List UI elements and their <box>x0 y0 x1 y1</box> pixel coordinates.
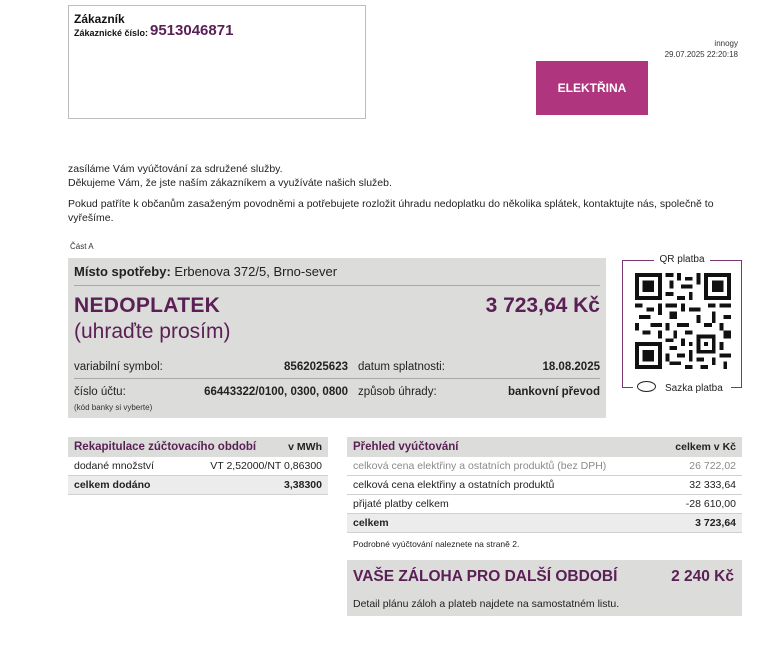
customer-title: Zákazník <box>74 12 125 26</box>
overview-note: Podrobné vyúčtování naleznete na straně 2. <box>353 539 520 549</box>
variable-symbol-label: variabilní symbol: <box>74 361 163 373</box>
table-row <box>347 514 742 533</box>
overview-table <box>347 437 742 549</box>
balance-subtitle: (uhraďte prosím) <box>74 320 231 343</box>
due-date-value: 18.08.2025 <box>542 361 600 373</box>
consumption-place <box>74 264 337 279</box>
overview-row-value: -28 610,00 <box>685 498 736 510</box>
variable-symbol-value: 8562025623 <box>284 361 348 373</box>
qr-code <box>635 273 731 369</box>
sazka-icon <box>637 381 656 392</box>
due-date-label: datum splatnosti: <box>358 361 445 373</box>
advance-amount: 2 240 Kč <box>671 568 734 585</box>
recap-unit: v MWh <box>288 441 322 453</box>
account-value: 66443322/0100, 0300, 0800 <box>204 386 348 398</box>
overview-unit: celkem v Kč <box>675 441 736 453</box>
panel-divider <box>74 378 600 379</box>
recap-title: Rekapitulace zúčtovacího období <box>74 441 257 453</box>
overview-row-value: 3 723,64 <box>695 517 736 529</box>
account-note: (kód banky si vyberte) <box>74 403 153 412</box>
electricity-button[interactable]: ELEKTŘINA <box>536 61 648 115</box>
advance-note: Detail plánu záloh a plateb najdete na samostatném listu. <box>353 598 620 610</box>
supplier-name: innogy <box>714 39 738 48</box>
payment-method-label: způsob úhrady: <box>358 386 437 398</box>
customer-number: 9513046871 <box>150 22 234 39</box>
balance-title: NEDOPLATEK <box>74 294 221 317</box>
qr-payment-box <box>622 254 742 394</box>
intro-line-2: Děkujeme Vám, že jste naším zákazníkem a využíváte našich služeb. <box>68 177 392 189</box>
recap-row-value: 3,38300 <box>284 479 322 491</box>
overview-row-value: 32 333,64 <box>689 479 736 491</box>
overview-row-label: celkem <box>353 517 389 529</box>
recap-header <box>68 437 328 457</box>
overview-header <box>347 437 742 457</box>
table-row <box>347 495 742 514</box>
recap-table <box>68 437 328 495</box>
supplier-info <box>665 38 738 60</box>
qr-footer: Sazka platba <box>661 383 727 394</box>
table-row <box>68 457 328 476</box>
table-row <box>347 457 742 476</box>
advance-box <box>347 560 742 616</box>
overview-row-label: celková cena elektřiny a ostatních produktů <box>353 479 555 491</box>
customer-number-label: Zákaznické číslo: <box>74 28 149 38</box>
customer-box <box>68 5 366 119</box>
recap-row-label: celkem dodáno <box>74 479 151 491</box>
overview-row-value: 26 722,02 <box>689 460 736 472</box>
intro-line-1: zasíláme Vám vyúčtování za sdružené služby. <box>68 163 283 175</box>
advance-title: VAŠE ZÁLOHA PRO DALŠÍ OBDOBÍ <box>353 568 618 585</box>
balance-panel <box>68 258 606 418</box>
intro-text <box>68 162 748 225</box>
panel-divider <box>74 285 600 286</box>
consumption-place-address: Erbenova 372/5, Brno-sever <box>174 264 338 279</box>
print-datetime: 29.07.2025 22:20:18 <box>664 50 738 59</box>
recap-row-value: VT 2,52000/NT 0,86300 <box>210 460 322 472</box>
recap-row-label: dodané množství <box>74 460 154 472</box>
overview-title: Přehled vyúčtování <box>353 441 459 453</box>
overview-row-label: celková cena elektřiny a ostatních produktů (bez DPH) <box>353 460 607 472</box>
table-row <box>347 476 742 495</box>
consumption-place-label: Místo spotřeby: <box>74 264 171 279</box>
part-label: Část A <box>70 242 94 251</box>
table-row <box>68 476 328 495</box>
qr-title: QR platba <box>654 254 709 265</box>
balance-amount: 3 723,64 Kč <box>485 294 600 317</box>
intro-line-3: Pokud patříte k občanům zasaženým povodněmi a potřebujete rozložit úhradu nedoplatku do několika splátek, kontaktujte nás, společně to vyřešíme. <box>68 198 714 224</box>
account-label: číslo účtu: <box>74 386 126 398</box>
overview-row-label: přijaté platby celkem <box>353 498 449 510</box>
payment-method-value: bankovní převod <box>507 386 600 398</box>
